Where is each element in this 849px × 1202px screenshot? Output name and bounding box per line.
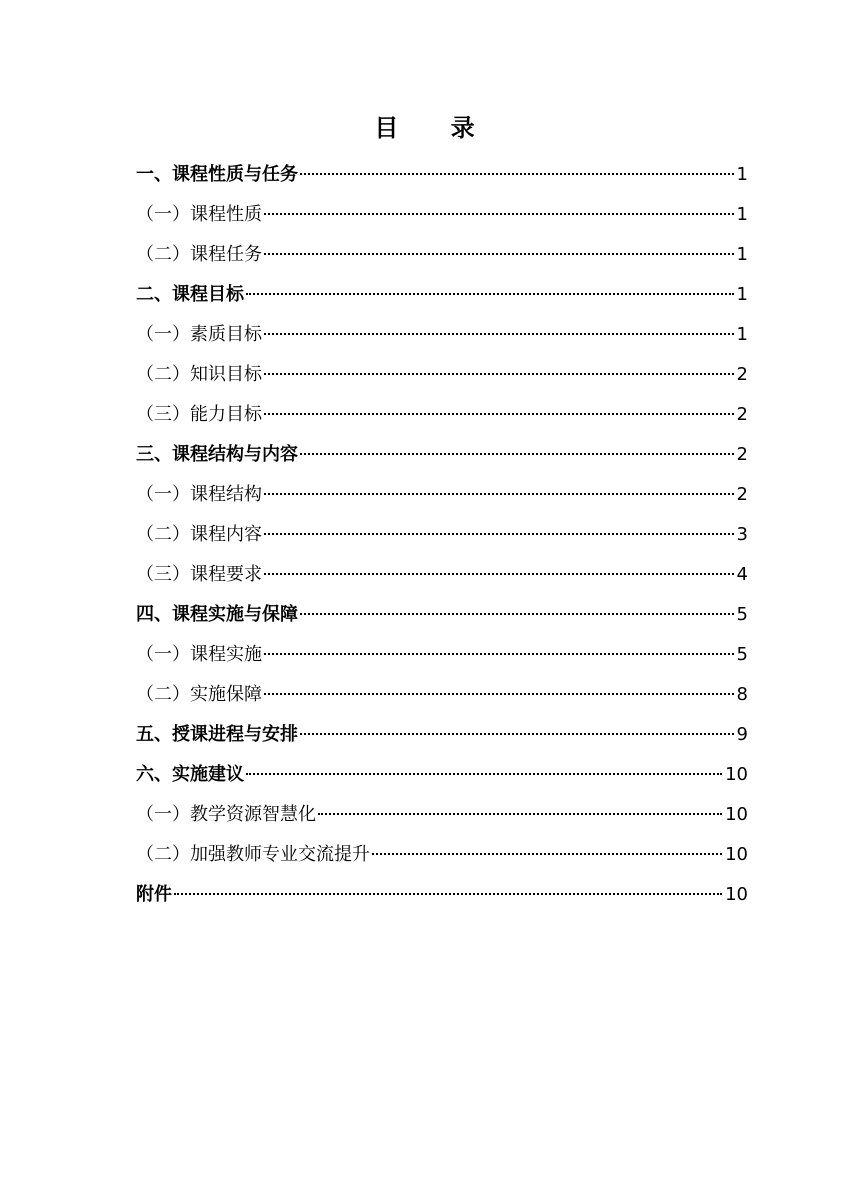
toc-entry-page-number: 1 (736, 244, 748, 265)
toc-section-entry[interactable] (136, 635, 748, 675)
toc-entry-page-number: 10 (725, 764, 748, 785)
dot-leader (264, 573, 734, 575)
toc-entry-label: （一）课程性质 (136, 204, 262, 225)
toc-entry-label: 四、课程实施与保障 (136, 604, 298, 625)
dot-leader (372, 853, 722, 855)
toc-chapter-entry[interactable] (136, 275, 748, 315)
dot-leader (264, 253, 734, 255)
toc-entry-page-number: 4 (736, 564, 748, 585)
toc-entry-page-number: 5 (736, 644, 748, 665)
toc-section-entry[interactable] (136, 835, 748, 875)
toc-entry-label: 一、课程性质与任务 (136, 164, 298, 185)
toc-chapter-entry[interactable] (136, 155, 748, 195)
toc-entry-label: （二）课程任务 (136, 244, 262, 265)
toc-entry-label: （一）素质目标 (136, 324, 262, 345)
toc-entry-label: （一）课程结构 (136, 484, 262, 505)
toc-section-entry[interactable] (136, 675, 748, 715)
toc-chapter-entry[interactable] (136, 875, 748, 915)
toc-entry-page-number: 10 (725, 804, 748, 825)
dot-leader (264, 213, 734, 215)
dot-leader (174, 893, 722, 895)
toc-title: 目 录 (374, 114, 497, 142)
dot-leader (300, 733, 734, 735)
toc-chapter-entry[interactable] (136, 715, 748, 755)
toc-section-entry[interactable] (136, 395, 748, 435)
toc-entry-label: （二）课程内容 (136, 524, 262, 545)
toc-entry-label: （三）能力目标 (136, 404, 262, 425)
toc-section-entry[interactable] (136, 355, 748, 395)
toc-section-entry[interactable] (136, 515, 748, 555)
toc-section-entry[interactable] (136, 235, 748, 275)
toc-entry-page-number: 5 (736, 604, 748, 625)
toc-entry-page-number: 10 (725, 884, 748, 905)
toc-entry-label: （二）加强教师专业交流提升 (136, 844, 370, 865)
toc-section-entry[interactable] (136, 195, 748, 235)
toc-entry-label: （二）知识目标 (136, 364, 262, 385)
toc-entry-page-number: 9 (736, 724, 748, 745)
dot-leader (318, 813, 722, 815)
toc-entry-page-number: 2 (736, 404, 748, 425)
toc-entry-page-number: 1 (736, 204, 748, 225)
toc-chapter-entry[interactable] (136, 755, 748, 795)
toc-entry-label: 五、授课进程与安排 (136, 724, 298, 745)
toc-chapter-entry[interactable] (136, 595, 748, 635)
dot-leader (246, 293, 734, 295)
toc-entry-label: 附件 (136, 884, 172, 905)
dot-leader (264, 493, 734, 495)
toc-entry-page-number: 2 (736, 444, 748, 465)
dot-leader (300, 453, 734, 455)
dot-leader (264, 693, 734, 695)
dot-leader (300, 613, 734, 615)
dot-leader (300, 173, 734, 175)
toc-entry-label: 三、课程结构与内容 (136, 444, 298, 465)
toc-section-entry[interactable] (136, 315, 748, 355)
toc-entry-page-number: 2 (736, 484, 748, 505)
dot-leader (264, 653, 734, 655)
toc-entry-page-number: 3 (736, 524, 748, 545)
dot-leader (246, 773, 722, 775)
toc-section-entry[interactable] (136, 475, 748, 515)
toc-entry-label: 二、课程目标 (136, 284, 244, 305)
toc-entry-page-number: 1 (736, 324, 748, 345)
toc-entry-label: （一）课程实施 (136, 644, 262, 665)
dot-leader (264, 373, 734, 375)
toc-section-entry[interactable] (136, 795, 748, 835)
toc-entry-page-number: 8 (736, 684, 748, 705)
toc-entry-label: （二）实施保障 (136, 684, 262, 705)
dot-leader (264, 533, 734, 535)
toc-entry-label: （三）课程要求 (136, 564, 262, 585)
table-of-contents (136, 155, 748, 915)
toc-entry-label: 六、实施建议 (136, 764, 244, 785)
toc-entry-page-number: 1 (736, 284, 748, 305)
toc-entry-page-number: 10 (725, 844, 748, 865)
toc-chapter-entry[interactable] (136, 435, 748, 475)
toc-entry-page-number: 1 (736, 164, 748, 185)
dot-leader (264, 333, 734, 335)
toc-section-entry[interactable] (136, 555, 748, 595)
toc-entry-page-number: 2 (736, 364, 748, 385)
toc-entry-label: （一）教学资源智慧化 (136, 804, 316, 825)
dot-leader (264, 413, 734, 415)
